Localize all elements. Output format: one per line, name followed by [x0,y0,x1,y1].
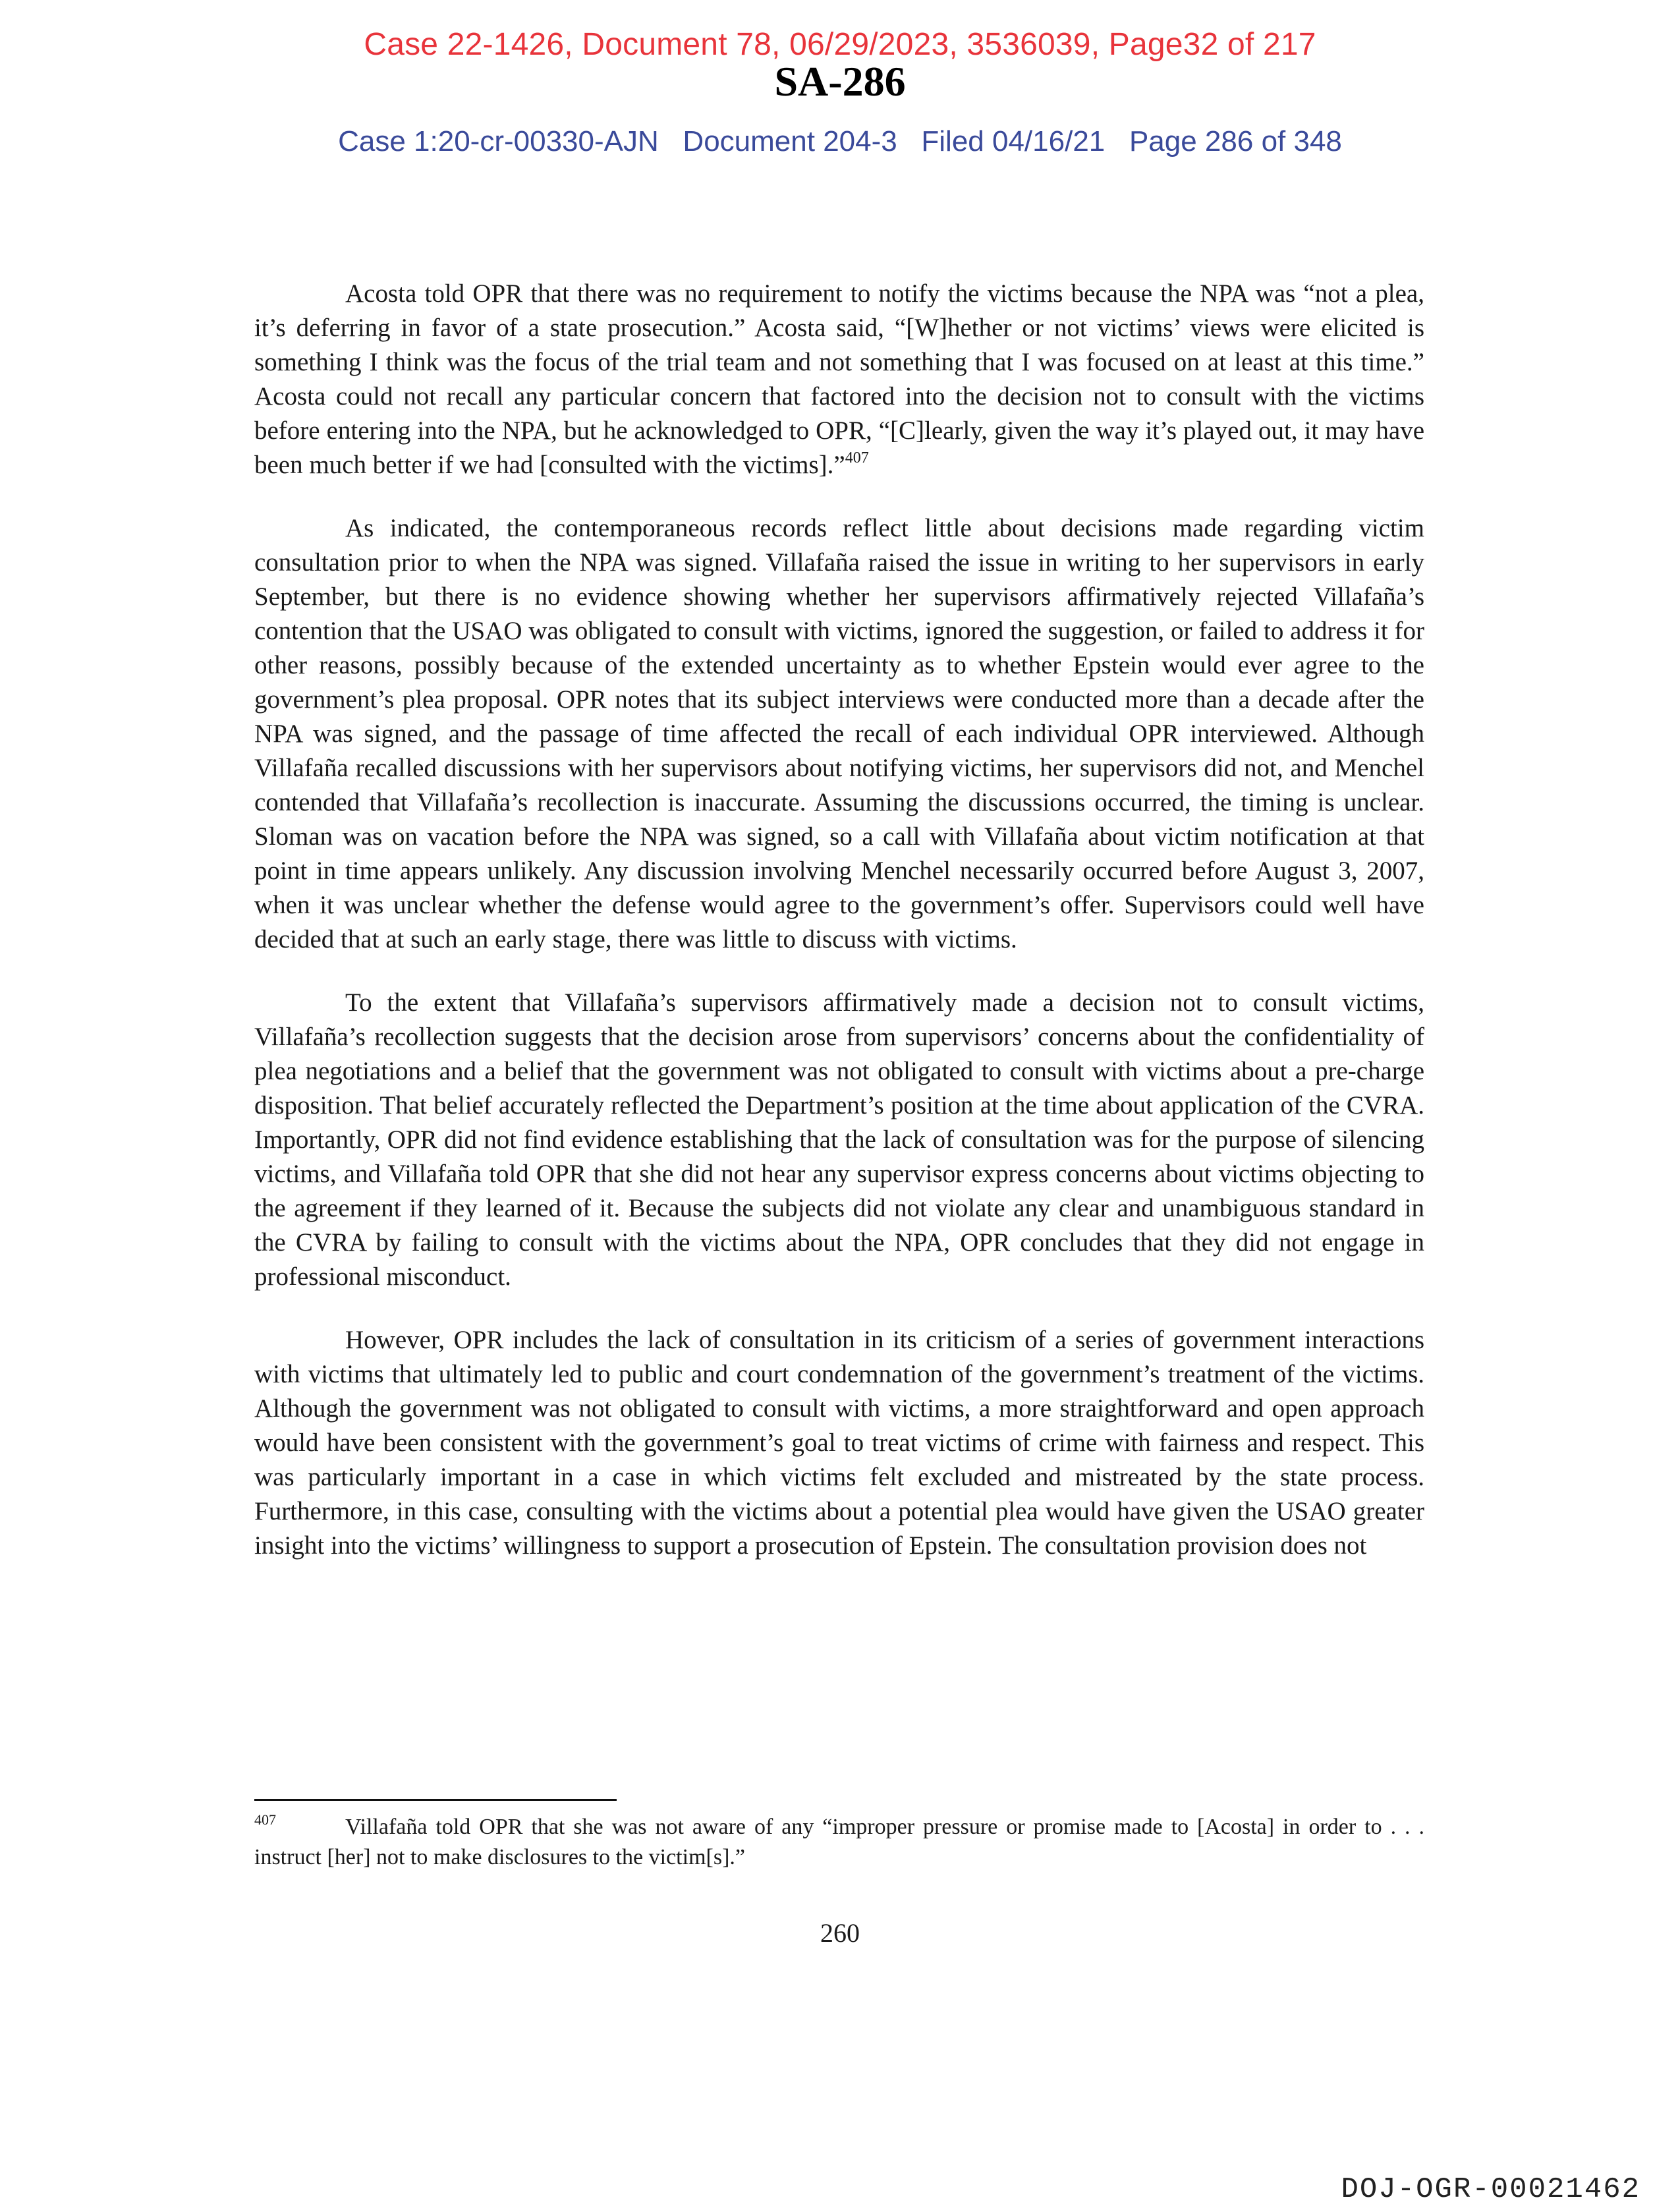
appellate-case-stamp: Case 22-1426, Document 78, 06/29/2023, 3536039, Page32 of 217 [364,27,1316,62]
footnote-separator [254,1799,617,1801]
paragraph-opr-criticism: However, OPR includes the lack of consultation in its criticism of a series of government interactions with victims that ultimately led to public and court condemnation of the government’s treatment of the victims. Although the government was not obligated to consult with victims, a more straightforward and open approach would have been consistent with the government’s goal to treat victims of crime with fairness and respect. This was particularly important in a case in which victims felt excluded and mistreated by the state process. Furthermore, in this case, consulting with the victims about a potential plea would have given the USAO greater insight into the victims’ willingness to support a prosecution of Epstein. The consultation provision does not [254,1326,1424,1560]
footnote-reference: 407 [845,449,869,467]
footnote-text: Villafaña told OPR that she was not aware of any “improper pressure or promise made to [Acosta] in order to . . . instruct [her] not to make disclosures to the victim[s].” [254,1815,1424,1869]
paragraph-supervisors-decision: To the extent that Villafaña’s supervisors affirmatively made a decision not to consult victims, Villafaña’s recollection suggests that the decision arose from supervisors’ concerns about the confidentiality of plea negotiations and a belief that the government was not obligated to consult with victims about a pre-charge disposition. That belief accurately reflected the Department’s position at the time about application of the CVRA. Importantly, OPR did not find evidence establishing that the lack of consultation was for the purpose of silencing victims, and Villafaña told OPR that she did not hear any supervisor express concerns about victims objecting to the agreement if they learned of it. Because the subjects did not violate any clear and unambiguous standard in the CVRA by failing to consult with the victims about the NPA, OPR concludes that they did not engage in professional misconduct. [254,988,1424,1291]
page-number: 260 [820,1918,860,1948]
district-case-header: Case 1:20-cr-00330-AJN Document 204-3 Filed 04/16/21 Page 286 of 348 [338,125,1342,157]
paragraph-text: Acosta told OPR that there was no requirement to notify the victims because the NPA was “not a plea, it’s deferring in favor of a state prosecution.” Acosta said, “[W]hether or not victims’ views were elicited is something I think was the focus of the trial team and not something that I was focused on at least at this time.” Acosta could not recall any particular concern that factored into the decision not to consult with the victims before entering into the NPA, but he acknowledged to OPR, “[C]learly, given the way it’s played out, it may have been much better if we had [consulted with the victims].” [254,279,1424,479]
footnote-407: 407 Villafaña told OPR that she was not aware of any “improper pressure or promise made to [Acosta] in order to . . . instruct [her] not to make disclosures to the victim[s].” [254,1811,1424,1869]
sa-page-label: SA-286 [774,58,906,105]
bates-number: DOJ-OGR-00021462 [1341,2173,1640,2206]
paragraph-acosta-statement [254,277,1424,482]
document-body [254,277,1424,1563]
paragraph-contemporaneous-records: As indicated, the contemporaneous records reflect little about decisions made regarding victim consultation prior to when the NPA was signed. Villafaña raised the issue in writing to her supervisors in early September, but there is no evidence showing whether her supervisors affirmatively rejected Villafaña’s contention that the USAO was obligated to consult with victims, ignored the suggestion, or failed to address it for other reasons, possibly because of the extended uncertainty as to whether Epstein would ever agree to the government’s plea proposal. OPR notes that its subject interviews were conducted more than a decade after the NPA was signed, and the passage of time affected the recall of each individual OPR interviewed. Although Villafaña recalled discussions with her supervisors about notifying victims, her supervisors did not, and Menchel contended that Villafaña’s recollection is inaccurate. Assuming the discussions occurred, the timing is unclear. Sloman was on vacation before the NPA was signed, so a call with Villafaña about victim notification at that point in time appears unlikely. Any discussion involving Menchel necessarily occurred before August 3, 2007, when it was unclear whether the defense would agree to the government’s offer. Supervisors could well have decided that at such an early stage, there was little to discuss with victims. [254,514,1424,953]
